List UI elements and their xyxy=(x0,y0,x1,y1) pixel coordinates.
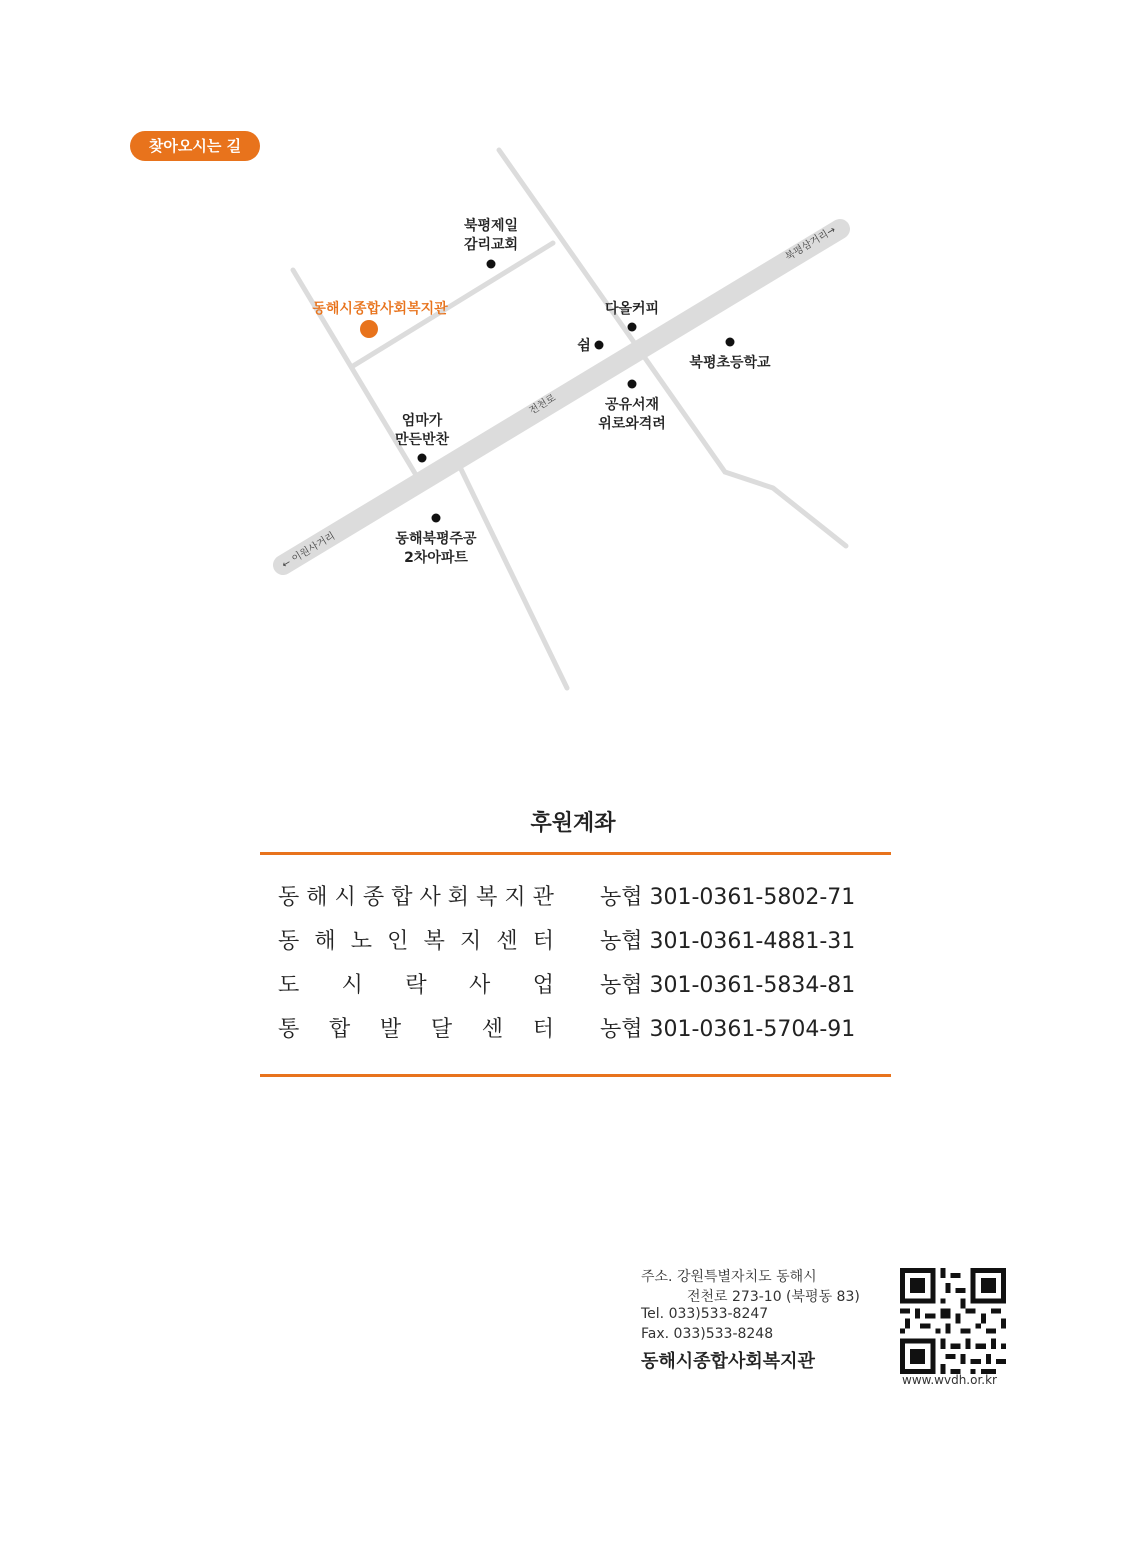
account-name xyxy=(278,880,554,911)
account-name-char: 합 xyxy=(391,885,413,910)
account-name-char: 도 xyxy=(278,973,300,998)
deli-label-2: 만든반찬 xyxy=(394,432,450,448)
apartment-label-1: 동해북평주공 xyxy=(395,531,477,547)
account-name-char: 센 xyxy=(496,929,518,954)
address-line-2: 전천로 273-10 (북평동 83) xyxy=(687,1289,860,1305)
account-name-char: 합 xyxy=(328,1017,351,1042)
center-marker-icon xyxy=(360,320,378,338)
fax: Fax. 033)533-8248 xyxy=(641,1326,774,1342)
shop-dot-icon xyxy=(595,341,604,350)
account-name-char: 종 xyxy=(362,885,385,910)
apartment-dot-icon xyxy=(432,514,441,523)
account-row xyxy=(278,968,878,1000)
account-name-char: 인 xyxy=(387,929,409,954)
account-row xyxy=(278,880,878,912)
address-line-1: 주소. 강원특별자치도 동해시 xyxy=(641,1269,817,1285)
account-name-char: 동 xyxy=(278,929,300,954)
library-label-2: 위로와격려 xyxy=(598,416,666,432)
cafe-dot-icon xyxy=(628,323,637,332)
account-name-char: 터 xyxy=(532,1017,554,1042)
account-name-char: 사 xyxy=(419,885,441,910)
church-label-2: 감리교회 xyxy=(463,237,519,253)
account-name-char: 복 xyxy=(476,885,498,910)
account-name-char: 락 xyxy=(405,973,427,998)
org-name: 동해시종합사회복지관 xyxy=(641,1351,815,1372)
deli-dot-icon xyxy=(418,454,427,463)
church-dot-icon xyxy=(487,260,496,269)
cafe-label: 다올커피 xyxy=(604,301,660,317)
side-road-east xyxy=(499,150,846,546)
side-road-south xyxy=(459,465,567,688)
account-name-char: 시 xyxy=(334,885,356,910)
library-dot-icon xyxy=(628,380,637,389)
main-road-label: 전천로 xyxy=(527,392,558,418)
directions-badge: 찾아오시는 길 xyxy=(130,131,260,161)
account-name-char: 해 xyxy=(314,929,336,954)
tel: Tel. 033)533-8247 xyxy=(641,1306,769,1322)
school-dot-icon xyxy=(726,338,735,347)
account-name-char: 지 xyxy=(459,929,482,954)
website-url: www.wvdh.or.kr xyxy=(902,1373,997,1387)
account-name xyxy=(278,924,554,955)
account-number: 농협 301-0361-4881-31 xyxy=(600,929,856,954)
east-end-label: 북평삼거리→ xyxy=(783,224,838,264)
account-name-char: 시 xyxy=(341,973,363,998)
accounts-bottom-rule xyxy=(260,1074,891,1077)
account-name-char: 업 xyxy=(532,973,554,998)
west-end-label: ← 이원사거리 xyxy=(280,530,338,571)
library-label-1: 공유서재 xyxy=(604,397,660,413)
account-name-char: 사 xyxy=(469,973,491,998)
accounts-title: 후원계좌 xyxy=(530,811,616,836)
account-name-char: 해 xyxy=(306,885,328,910)
location-map xyxy=(0,0,1146,720)
accounts-top-rule xyxy=(260,852,891,855)
account-name-char: 지 xyxy=(504,885,526,910)
deli-label-1: 엄마가 xyxy=(401,413,443,429)
school-label: 북평초등학교 xyxy=(689,355,771,371)
account-name-char: 노 xyxy=(350,929,373,954)
account-name-char: 회 xyxy=(447,885,470,910)
account-name-char: 통 xyxy=(278,1017,300,1042)
church-label-1: 북평제일 xyxy=(463,218,519,234)
account-name-char: 동 xyxy=(278,885,300,910)
center-label: 동해시종합사회복지관 xyxy=(312,301,448,317)
account-name-char: 복 xyxy=(423,929,445,954)
account-name-char: 센 xyxy=(481,1017,504,1042)
apartment-label-2: 2차아파트 xyxy=(404,550,468,566)
shop-label: 쉼 xyxy=(577,338,591,354)
account-name-char: 터 xyxy=(532,929,554,954)
account-number: 농협 301-0361-5834-81 xyxy=(600,973,856,998)
account-row xyxy=(278,1012,878,1044)
account-name xyxy=(278,1012,554,1043)
qr-code-icon[interactable] xyxy=(900,1268,1006,1374)
account-row xyxy=(278,924,878,956)
account-name-char: 달 xyxy=(430,1017,453,1042)
account-number: 농협 301-0361-5704-91 xyxy=(600,1017,856,1042)
account-number: 농협 301-0361-5802-71 xyxy=(600,885,856,910)
account-name xyxy=(278,968,554,999)
account-name-char: 발 xyxy=(379,1017,402,1042)
account-name-char: 관 xyxy=(532,885,554,910)
